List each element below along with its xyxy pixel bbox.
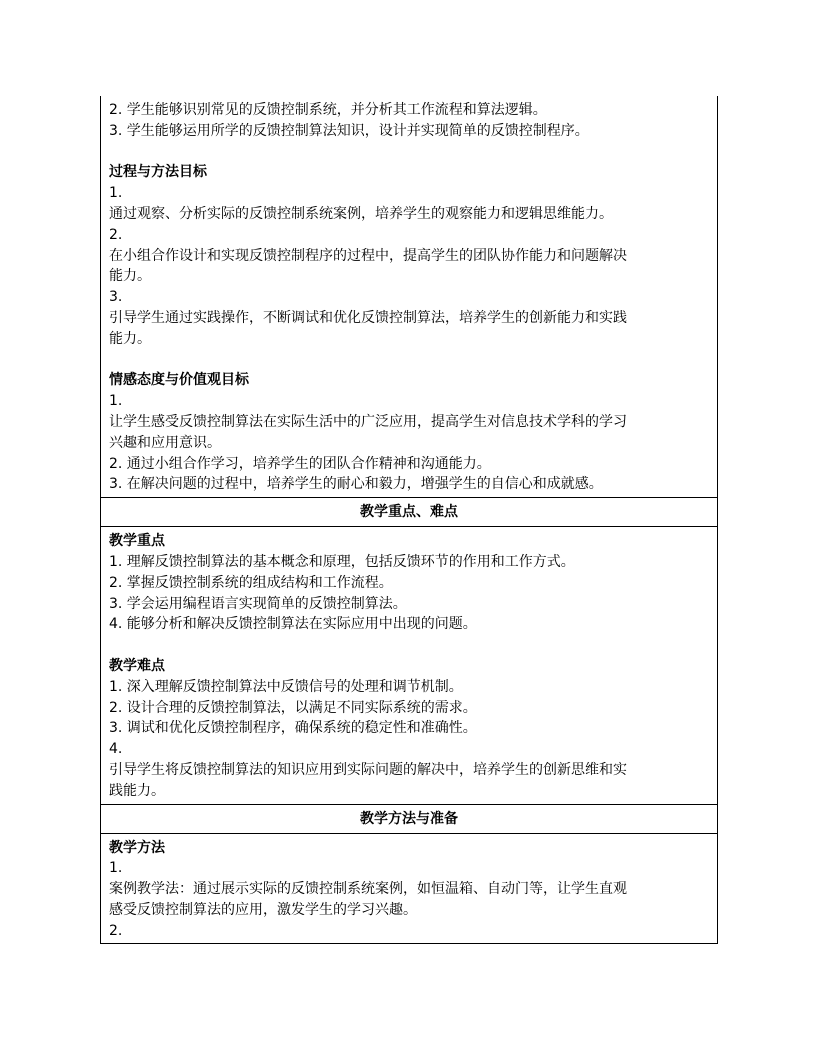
section-header-focus-difficulty: 教学重点、难点 — [101, 497, 717, 527]
emotion-objective-1-text-line2: 兴趣和应用意识。 — [109, 434, 221, 451]
teaching-method-title: 教学方法 — [109, 839, 165, 856]
emotion-objective-1-text-line1: 让学生感受反馈控制算法在实际生活中的广泛应用，提高学生对信息技术学科的学习 — [109, 413, 627, 430]
emotion-value-title: 情感态度与价值观目标 — [109, 372, 249, 389]
focus-item-3: 3. 学会运用编程语言实现简单的反馈控制算法。 — [109, 595, 407, 612]
knowledge-objective-2: 2. 学生能够识别常见的反馈控制系统，并分析其工作流程和算法逻辑。 — [109, 102, 547, 118]
process-objective-2-text-line1: 在小组合作设计和实现反馈控制程序的过程中，提高学生的团队协作能力和问题解决 — [109, 247, 627, 264]
focus-item-1: 1. 理解反馈控制算法的基本概念和原理，包括反馈环节的作用和工作方式。 — [109, 553, 575, 570]
section-header-method-preparation: 教学方法与准备 — [101, 804, 717, 834]
process-method-title: 过程与方法目标 — [109, 164, 207, 181]
method-item-1-text-line2: 感受反馈控制算法的应用，激发学生的学习兴趣。 — [109, 901, 417, 918]
teaching-difficulty-title: 教学难点 — [109, 657, 165, 674]
method-item-1-number: 1. — [109, 860, 123, 877]
method-preparation-cell — [101, 834, 717, 944]
emotion-objective-3: 3. 在解决问题的过程中，培养学生的耐心和毅力，增强学生的自信心和成就感。 — [109, 476, 603, 493]
process-objective-1-number: 1. — [109, 185, 123, 202]
spacer — [109, 350, 709, 371]
method-item-1-text-line1: 案例教学法：通过展示实际的反馈控制系统案例，如恒温箱、自动门等，让学生直观 — [109, 881, 627, 898]
process-objective-3-number: 3. — [109, 289, 123, 306]
process-objective-2-number: 2. — [109, 226, 123, 243]
teaching-focus-title: 教学重点 — [109, 533, 165, 550]
difficulty-item-3: 3. 调试和优化反馈控制程序，确保系统的稳定性和准确性。 — [109, 720, 477, 737]
difficulty-item-1: 1. 深入理解反馈控制算法中反馈信号的处理和调节机制。 — [109, 678, 463, 695]
method-item-2-number: 2. — [109, 922, 123, 939]
difficulty-item-4-text-line1: 引导学生将反馈控制算法的知识应用到实际问题的解决中，培养学生的创新思维和实 — [109, 761, 627, 778]
knowledge-objective-3: 3. 学生能够运用所学的反馈控制算法知识，设计并实现简单的反馈控制程序。 — [109, 122, 589, 139]
difficulty-item-4-number: 4. — [109, 741, 123, 758]
emotion-objective-2: 2. 通过小组合作学习，培养学生的团队合作精神和沟通能力。 — [109, 455, 491, 472]
process-objective-3-text-line2: 能力。 — [109, 330, 151, 347]
focus-difficulty-cell — [101, 527, 717, 803]
focus-item-4: 4. 能够分析和解决反馈控制算法在实际应用中出现的问题。 — [109, 616, 477, 633]
spacer — [109, 635, 709, 656]
lesson-plan-table — [100, 96, 718, 944]
process-objective-2-text-line2: 能力。 — [109, 268, 151, 285]
objectives-cell — [101, 96, 717, 497]
difficulty-item-4-text-line2: 践能力。 — [109, 782, 165, 799]
spacer — [109, 142, 709, 163]
process-objective-3-text-line1: 引导学生通过实践操作，不断调试和优化反馈控制算法，培养学生的创新能力和实践 — [109, 309, 627, 326]
process-objective-1-text: 通过观察、分析实际的反馈控制系统案例，培养学生的观察能力和逻辑思维能力。 — [109, 205, 613, 222]
emotion-objective-1-number: 1. — [109, 393, 123, 410]
difficulty-item-2: 2. 设计合理的反馈控制算法，以满足不同实际系统的需求。 — [109, 699, 477, 716]
focus-item-2: 2. 掌握反馈控制系统的组成结构和工作流程。 — [109, 574, 393, 591]
